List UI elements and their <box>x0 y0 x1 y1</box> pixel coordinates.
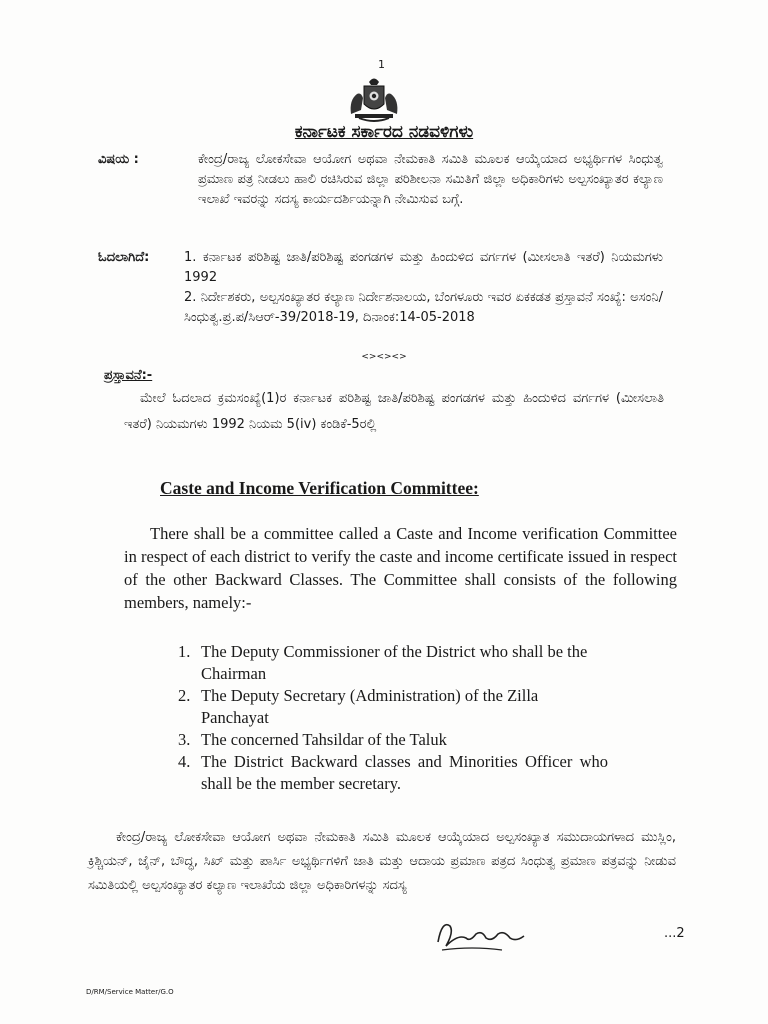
document-heading: ಕರ್ನಾಟಕ ಸರ್ಕಾರದ ನಡವಳಿಗಳು <box>294 122 474 142</box>
member-number: 3. <box>178 730 191 749</box>
subject-label: ವಿಷಯ : <box>98 152 139 167</box>
section-body: There shall be a committee called a Caste and Income verification Committee in respect of each district to verify the caste and income certificate issued in respect of the other Backward Classes. The Committee shall consists of the following members, namely:- <box>124 524 677 612</box>
handwritten-signature-icon <box>432 912 542 958</box>
member-number: 1. <box>178 642 191 661</box>
list-item <box>178 751 608 795</box>
footer-reference: D/RM/Service Matter/G.O <box>86 988 174 996</box>
reference-item-2: 2. ನಿರ್ದೇಶಕರು, ಅಲ್ಪಸಂಖ್ಯಾತರ ಕಲ್ಯಾಣ ನಿರ್ದೇಶನಾಲಯ, ಬೆಂಗಳೂರು ಇವರ ಏಕಕಡತ ಪ್ರಸ್ತಾವನೆ ಸಂಖ್ಯೆ: ಅಸಂನಿ/ಸಿಂಧುತ್ವ.ಪ್ರ.ಪ/ಸಿಆರ್-39/2018-19, ದಿನಾಂಕ:14-05-2018 <box>184 290 663 325</box>
separator: <><><> <box>361 352 407 362</box>
closing-paragraph: ಕೇಂದ್ರ/ರಾಜ್ಯ ಲೋಕಸೇವಾ ಆಯೋಗ ಅಥವಾ ನೇಮಕಾತಿ ಸಮಿತಿ ಮೂಲಕ ಆಯ್ಕೆಯಾದ ಅಲ್ಪಸಂಖ್ಯಾತ ಸಮುದಾಯಗಳಾದ ಮುಸ್ಲಿಂ, ಕ್ರಿಶ್ಚಿಯನ್, ಜೈನ್, ಬೌದ್ಧ, ಸಿಖ್ ಮತ್ತು ಪಾರ್ಸಿ ಅಭ್ಯರ್ಥಿಗಳಿಗೆ ಜಾತಿ ಮತ್ತು ಆದಾಯ ಪ್ರಮಾಣ ಪತ್ರದ ಸಿಂಧುತ್ವ ಪ್ರಮಾಣ ಪತ್ರವನ್ನು ನೀಡುವ ಸಮಿತಿಯಲ್ಲಿ ಅಲ್ಪಸಂಖ್ಯಾತರ ಕಲ್ಯಾಣ ಇಲಾಖೆಯ ಜಿಲ್ಲಾ ಅಧಿಕಾರಿಗಳನ್ನು ಸದಸ್ಯ <box>88 830 676 893</box>
karnataka-emblem-icon <box>345 74 403 124</box>
list-item <box>178 729 608 751</box>
member-text: The concerned Tahsildar of the Taluk <box>201 730 447 749</box>
member-text: The District Backward classes and Minorities Officer who shall be the member secretary. <box>201 752 608 793</box>
members-list <box>178 641 608 795</box>
member-text: The Deputy Commissioner of the District who shall be the Chairman <box>201 642 588 683</box>
preamble-text: ಮೇಲೆ ಓದಲಾದ ಕ್ರಮಸಂಖ್ಯೆ(1)ರ ಕರ್ನಾಟಕ ಪರಿಶಿಷ್ಟ ಜಾತಿ/ಪರಿಶಿಷ್ಟ ಪಂಗಡಗಳ ಮತ್ತು ಹಿಂದುಳಿದ ವರ್ಗಗಳ (ಮೀಸಲಾತಿ ಇತರೆ) ನಿಯಮಗಳು 1992 ನಿಯಮ 5(iv) ಕಂಡಿಕೆ-5ರಲ್ಲಿ <box>124 391 664 432</box>
continuation-mark: ...2 <box>664 926 685 941</box>
section-title: Caste and Income Verification Committee: <box>160 478 479 498</box>
list-item <box>178 685 608 729</box>
list-item <box>178 641 608 685</box>
subject-text: ಕೇಂದ್ರ/ರಾಜ್ಯ ಲೋಕಸೇವಾ ಆಯೋಗ ಅಥವಾ ನೇಮಕಾತಿ ಸಮಿತಿ ಮೂಲಕ ಆಯ್ಕೆಯಾದ ಅಭ್ಯರ್ಥಿಗಳ ಸಿಂಧುತ್ವ ಪ್ರಮಾಣ ಪತ್ರ ನೀಡಲು ಹಾಲಿ ರಚಿಸಿರುವ ಜಿಲ್ಲಾ ಪರಿಶೀಲನಾ ಸಮಿತಿಗೆ ಜಿಲ್ಲಾ ಅಧಿಕಾರಿಗಳು ಅಲ್ಪಸಂಖ್ಯಾತರ ಕಲ್ಯಾಣ ಇಲಾಖೆ ಇವರನ್ನು ಸದಸ್ಯ ಕಾರ್ಯದರ್ಶಿಯನ್ನಾಗಿ ನೇಮಿಸುವ ಬಗ್ಗೆ. <box>198 152 663 207</box>
preamble-label: ಪ್ರಸ್ತಾವನೆ:- <box>104 368 153 383</box>
page-number: 1 <box>378 58 385 71</box>
reference-item-1: 1. ಕರ್ನಾಟಕ ಪರಿಶಿಷ್ಟ ಜಾತಿ/ಪರಿಶಿಷ್ಟ ಪಂಗಡಗಳ ಮತ್ತು ಹಿಂದುಳಿದ ವರ್ಗಗಳ (ಮೀಸಲಾತಿ ಇತರೆ) ನಿಯಮಗಳು 1992 <box>184 250 663 285</box>
references-label: ಓದಲಾಗಿದೆ: <box>98 250 150 265</box>
member-number: 2. <box>178 686 191 705</box>
member-text: The Deputy Secretary (Administration) of the Zilla Panchayat <box>201 686 539 727</box>
member-number: 4. <box>178 752 191 771</box>
